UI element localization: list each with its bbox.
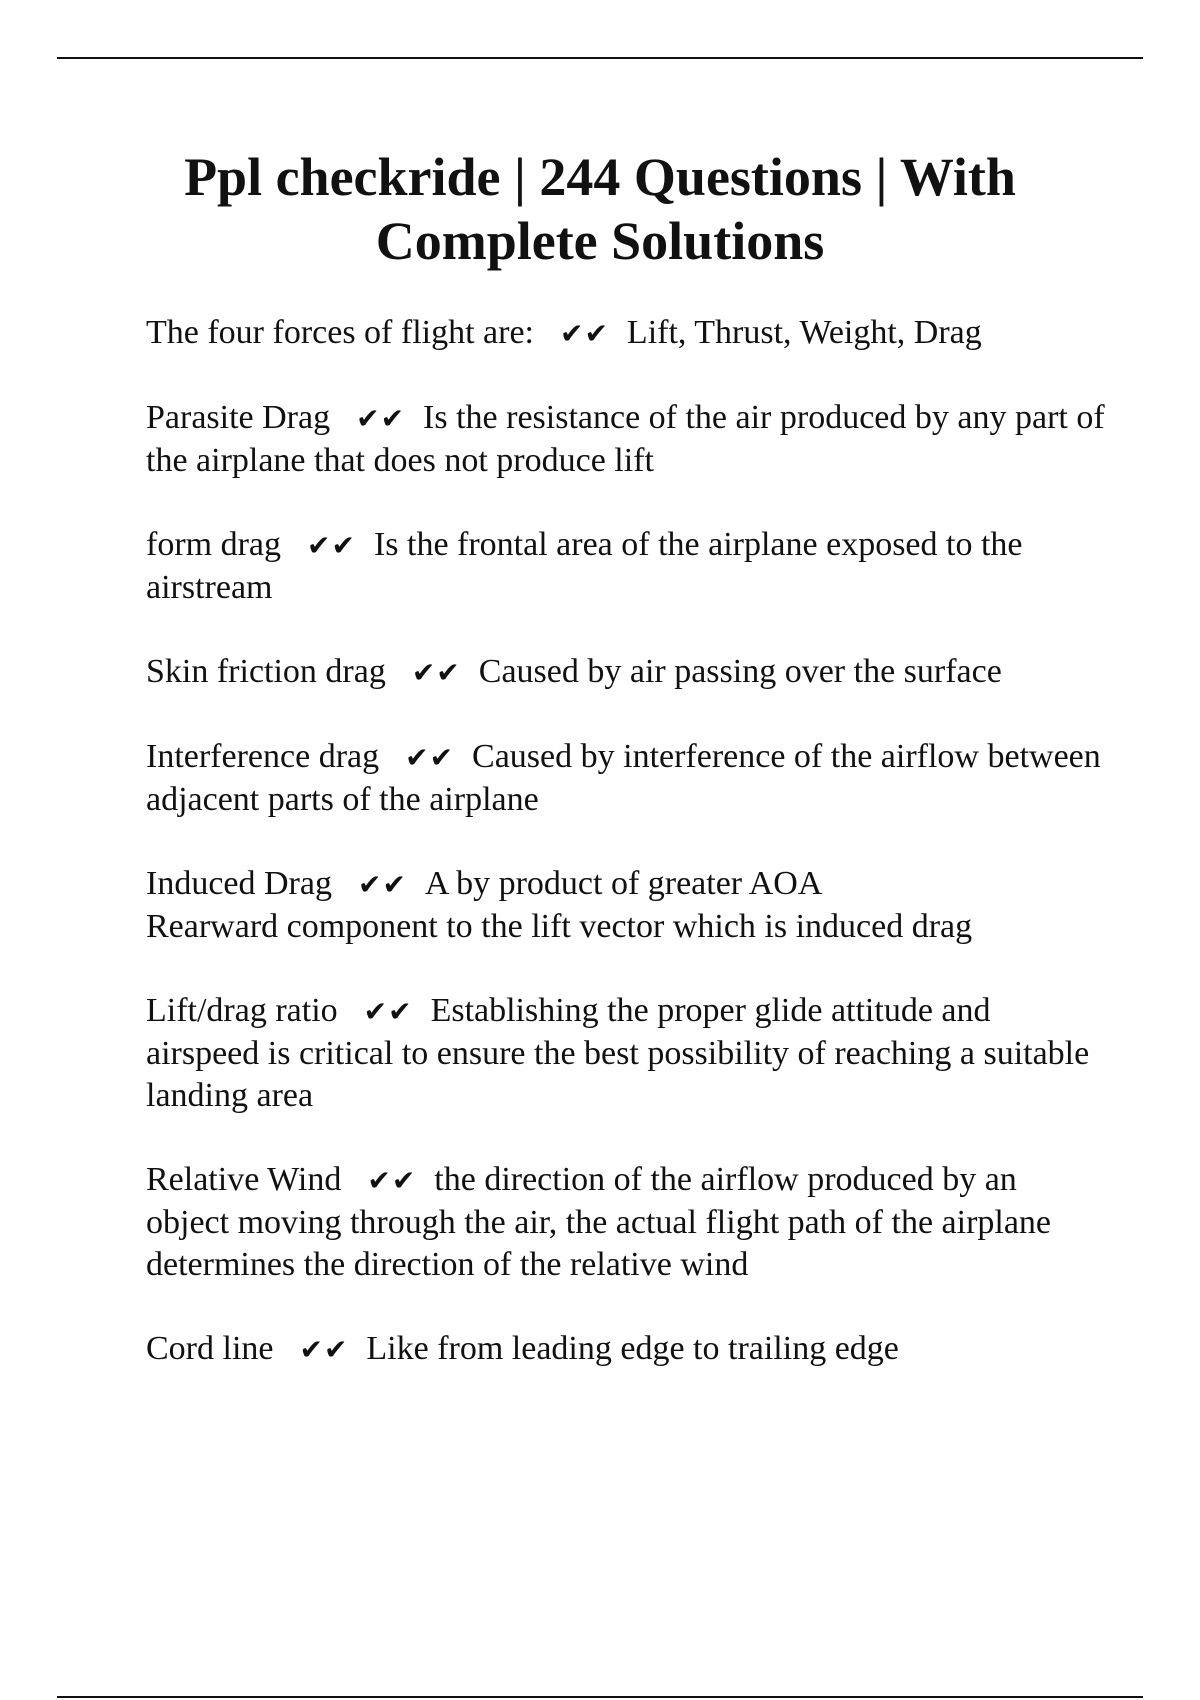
qa-item bbox=[146, 990, 1106, 1117]
qa-item bbox=[146, 312, 1106, 355]
qa-item bbox=[146, 651, 1106, 694]
qa-answer: A by product of greater AOA bbox=[424, 865, 823, 902]
double-check-icon: ✔✔ bbox=[560, 317, 609, 350]
qa-answer: Caused by interference of the airflow between adjacent parts of the airplane bbox=[146, 738, 1110, 818]
double-check-icon: ✔✔ bbox=[307, 529, 356, 562]
qa-answer: Like from leading edge to trailing edge bbox=[366, 1330, 899, 1367]
qa-term: Parasite Drag bbox=[146, 399, 331, 436]
double-check-icon: ✔✔ bbox=[299, 1333, 349, 1366]
document-title: Ppl checkride | 244 Questions | With Complete Solutions bbox=[184, 147, 1016, 271]
qa-answer: Establishing the proper glide attitude and airspeed is critical to ensure the best possibility of reaching a suitable landing area bbox=[146, 992, 1098, 1114]
qa-term: Interference drag bbox=[146, 738, 380, 775]
qa-answer: Lift, Thrust, Weight, Drag bbox=[626, 314, 982, 351]
double-check-icon: ✔✔ bbox=[363, 995, 413, 1028]
double-check-icon: ✔✔ bbox=[411, 656, 461, 689]
qa-item bbox=[146, 863, 1106, 948]
qa-item bbox=[146, 1159, 1106, 1286]
double-check-icon: ✔✔ bbox=[357, 868, 407, 901]
qa-item bbox=[146, 524, 1106, 609]
bottom-rule bbox=[57, 1696, 1143, 1698]
double-check-icon: ✔✔ bbox=[367, 1164, 417, 1197]
qa-item bbox=[146, 736, 1110, 821]
qa-item bbox=[146, 1328, 1106, 1371]
qa-term: form drag bbox=[146, 526, 282, 563]
qa-term: Skin friction drag bbox=[146, 653, 386, 690]
qa-answer: the direction of the airflow produced by an object moving through the air, the actual flight path of the airplane determines the direction of the relative wind bbox=[146, 1161, 1060, 1283]
double-check-icon: ✔✔ bbox=[405, 741, 455, 774]
qa-answer: Caused by air passing over the surface bbox=[478, 653, 1002, 690]
qa-term: Lift/drag ratio bbox=[146, 992, 338, 1029]
qa-item bbox=[146, 397, 1114, 482]
qa-term: Induced Drag bbox=[146, 865, 332, 902]
qa-term: Relative Wind bbox=[146, 1161, 342, 1198]
qa-answer-line2: Rearward component to the lift vector which is induced drag bbox=[146, 908, 973, 945]
double-check-icon: ✔✔ bbox=[356, 402, 406, 435]
qa-answer: Is the resistance of the air produced by any part of the airplane that does not produce lift bbox=[146, 399, 1114, 479]
top-rule bbox=[57, 57, 1143, 59]
qa-list bbox=[146, 312, 1114, 1413]
qa-answer: Is the frontal area of the airplane exposed to the airstream bbox=[146, 526, 1031, 606]
qa-term: The four forces of flight are: bbox=[146, 314, 534, 351]
qa-term: Cord line bbox=[146, 1330, 274, 1367]
